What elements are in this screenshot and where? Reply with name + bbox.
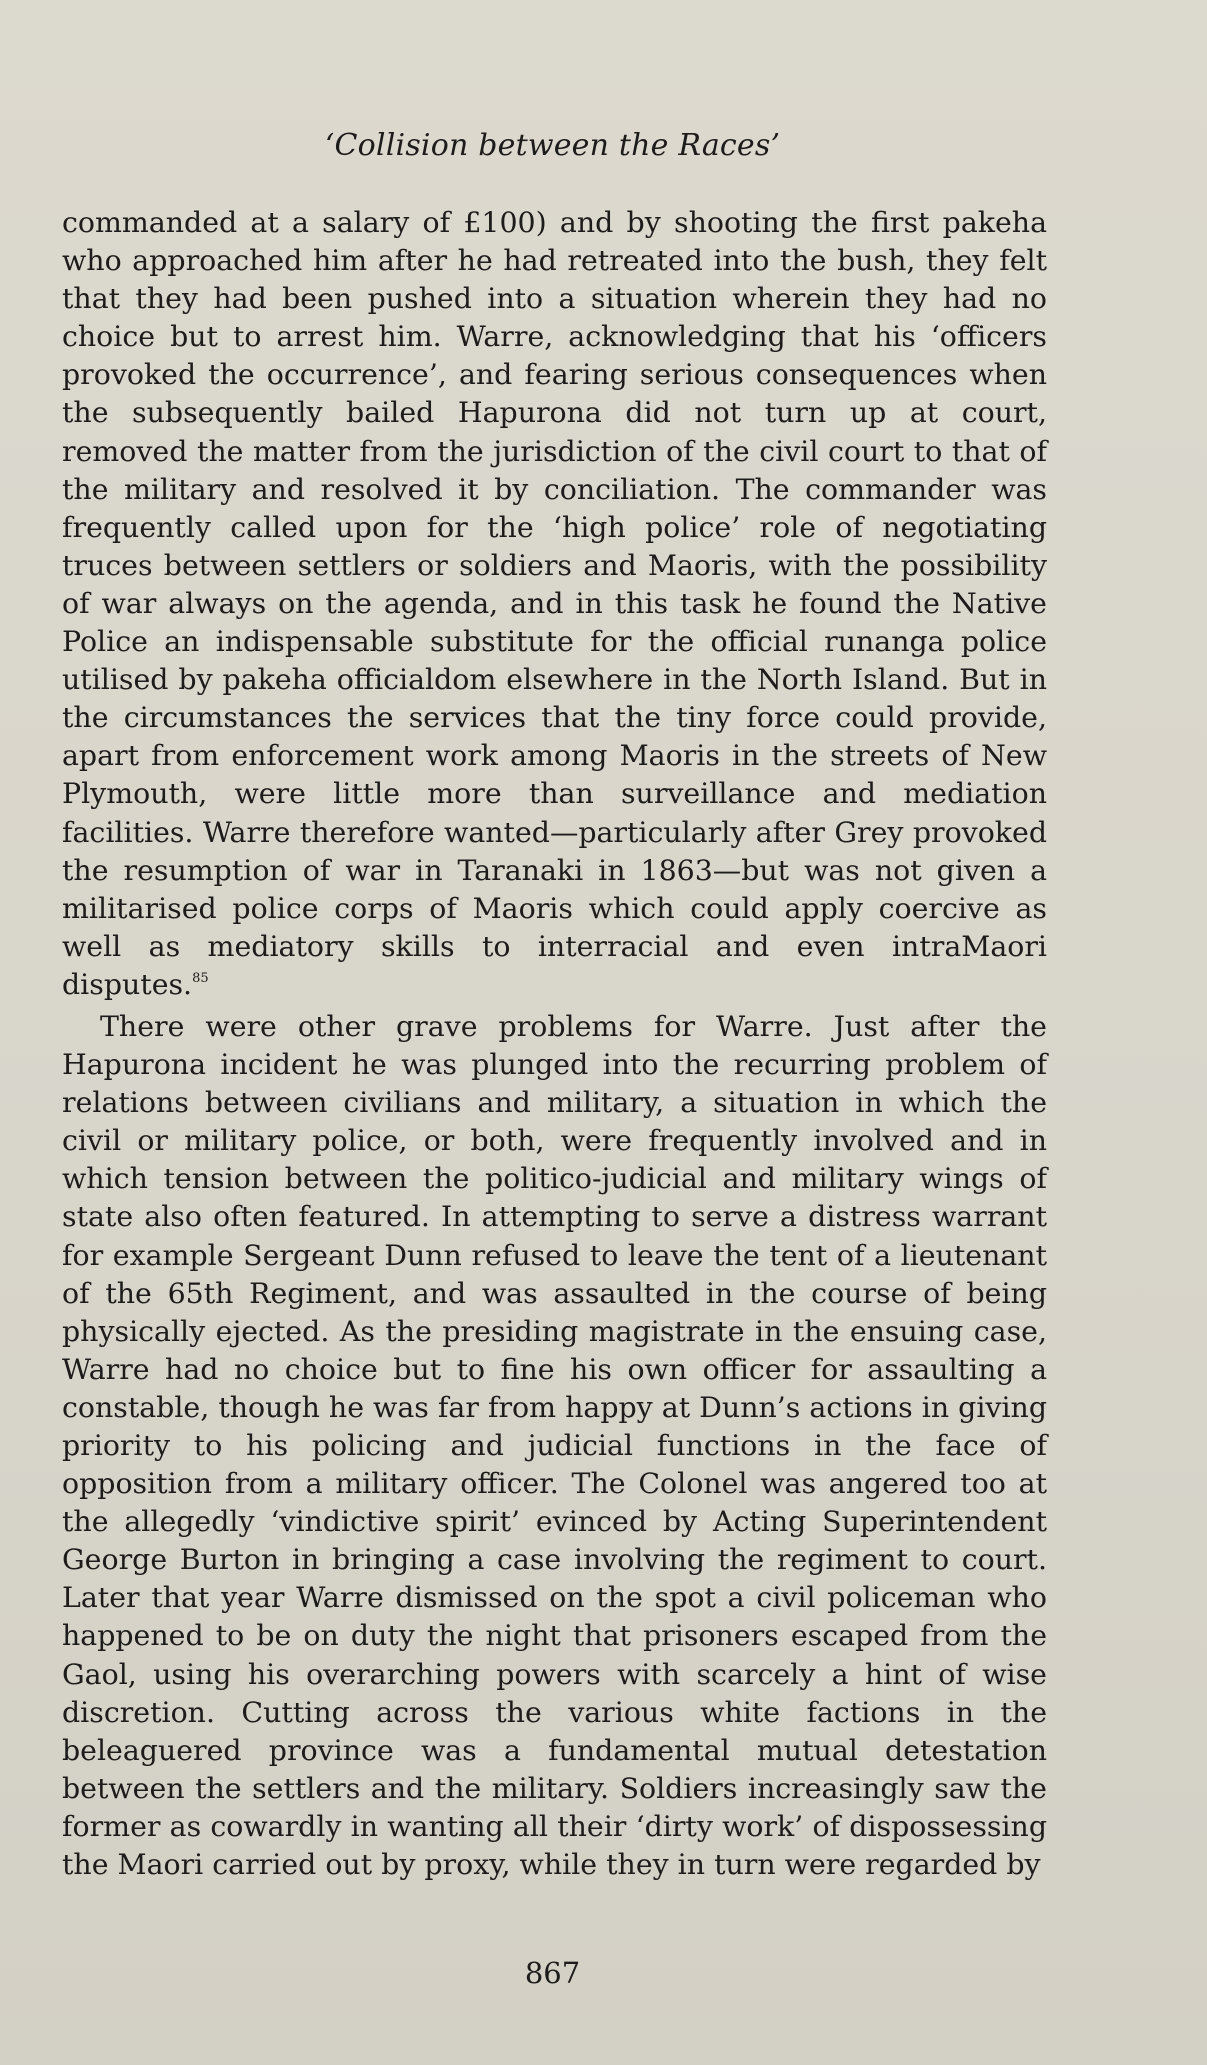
paragraph-2 bbox=[62, 1008, 1047, 1884]
paragraph-2-text: There were other grave problems for Warre. Just after the Hapurona incident he was plunged into the recurring problem of relations between civilians and military, a situation in which the civil or military police, or both, were frequently involved and in which tension between the politico-judicial and military wings of state also often featured. In attempting to serve a distress warrant for example Sergeant Dunn refused to leave the tent of a lieutenant of the 65th Regiment, and was assaulted in the course of being physically ejected. As the presiding magistrate in the ensuing case, Warre had no choice but to fine his own officer for assaulting a constable, though he was far from happy at Dunn’s actions in giving priority to his policing and judicial functions in the face of opposition from a military officer. The Colonel was angered too at the allegedly ‘vindictive spirit’ evinced by Acting Superintendent George Burton in bringing a case involving the regiment to court. Later that year Warre dismissed on the spot a civil policeman who happened to be on duty the night that prisoners escaped from the Gaol, using his overarching powers with scarcely a hint of wise discretion. Cutting across the various white factions in the beleaguered province was a fundamental mutual detestation between the settlers and the military. Soldiers increasingly saw the former as cowardly in wanting all their ‘dirty work’ of dispossessing the Maori carried out by proxy, while they in turn were regarded by bbox=[62, 1009, 1047, 1882]
paragraph-1 bbox=[62, 204, 1047, 1004]
page-number: 867 bbox=[524, 1956, 581, 1990]
body-text bbox=[62, 204, 1047, 1884]
paragraph-1-text: commanded at a salary of £100) and by shooting the first pakeha who approached him after he had retreated into the bush, they felt that they had been pushed into a situation wherein they had no choice but to arrest him. Warre, acknowledging that his ‘officers provoked the occurrence’, and fearing serious consequences when the subsequently bailed Hapurona did not turn up at court, removed the matter from the jurisdiction of the civil court to that of the military and resolved it by conciliation. The commander was frequently called upon for the ‘high police’ role of negotiating truces between settlers or soldiers and Maoris, with the possibility of war always on the agenda, and in this task he found the Native Police an indispensable substitute for the official runanga police utilised by pakeha officialdom elsewhere in the North Island. But in the circumstances the services that the tiny force could provide, apart from enforcement work among Maoris in the streets of New Plymouth, were little more than surveillance and mediation facilities. Warre therefore wanted—particularly after Grey provoked the resumption of war in Taranaki in 1863—but was not given a militarised police corps of Maoris which could apply coercive as well as mediatory skills to interracial and even intraMaori disputes. bbox=[62, 206, 1047, 1001]
running-title: ‘Collision between the Races’ bbox=[324, 128, 781, 163]
footnote-ref-85: 85 bbox=[192, 970, 209, 986]
